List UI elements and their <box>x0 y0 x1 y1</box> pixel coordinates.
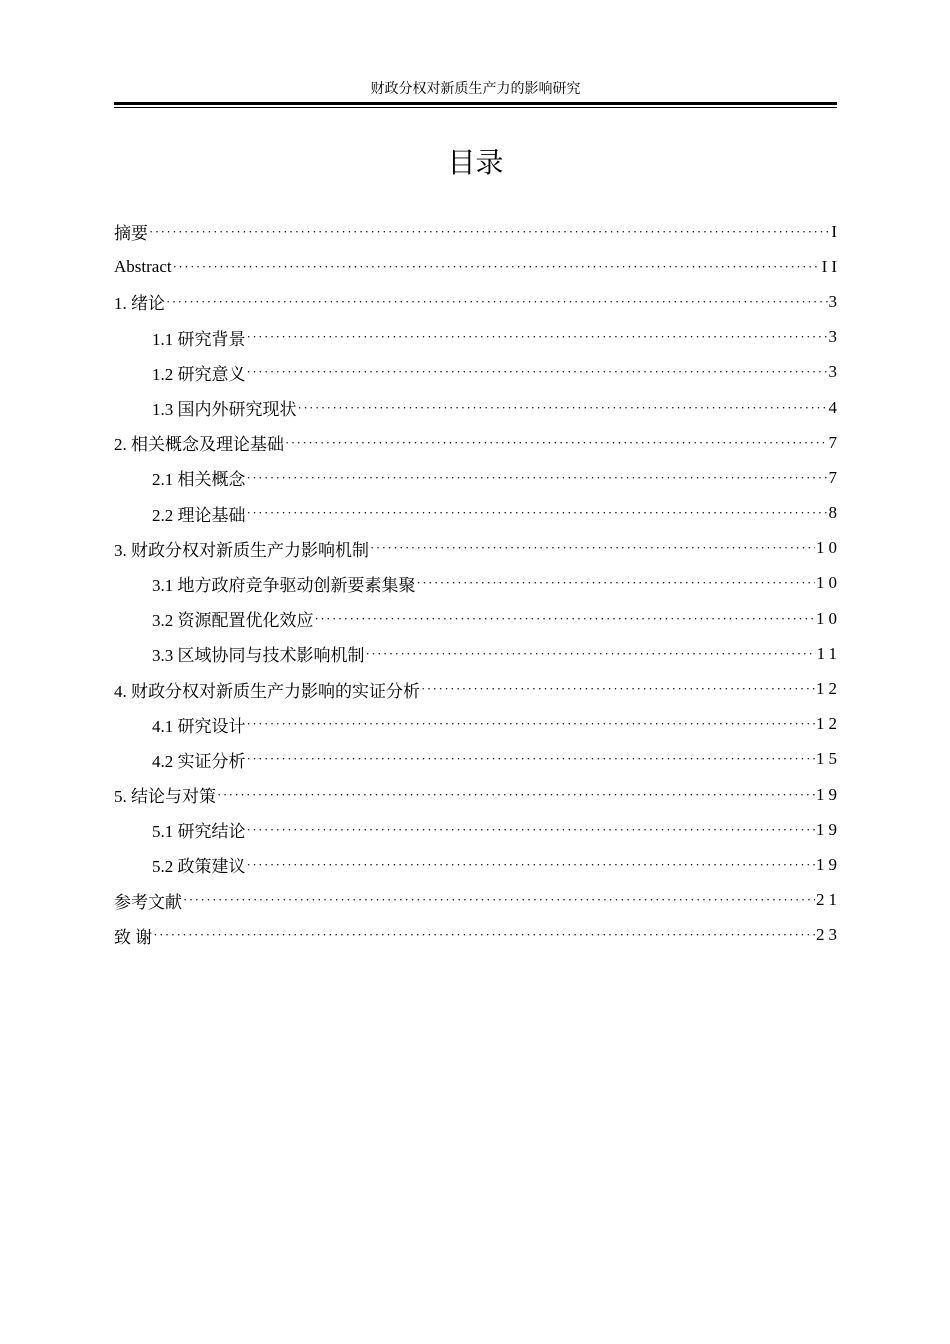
toc-entry-label: 3.1 地方政府竞争驱动创新要素集聚 <box>152 575 416 595</box>
running-header: 财政分权对新质生产力的影响研究 <box>370 82 581 97</box>
toc-leader-dots <box>247 857 816 873</box>
toc-entry[interactable] <box>114 284 841 319</box>
toc-leader-dots <box>285 435 828 451</box>
toc-entry[interactable] <box>114 460 841 495</box>
toc-entry[interactable] <box>114 812 841 847</box>
toc-entry-page: 10 <box>816 608 841 628</box>
toc-entry-label: 3.2 资源配置优化效应 <box>152 611 314 631</box>
toc-entry-label: 4.1 研究设计 <box>152 716 246 736</box>
toc-entry-label: 1.2 研究意义 <box>152 364 246 384</box>
toc-entry-page: 3 <box>828 362 841 382</box>
toc-leader-dots <box>421 681 815 697</box>
toc-entry-label: 3.3 区域协同与技术影响机制 <box>152 646 365 666</box>
toc-entry-page: 8 <box>828 503 841 523</box>
toc-entry-page: I <box>831 221 841 241</box>
toc-entry[interactable] <box>114 249 841 284</box>
toc-entry-page: 3 <box>828 291 841 311</box>
toc-leader-dots <box>247 470 828 486</box>
toc-entry-label: 4.2 实证分析 <box>152 751 246 771</box>
toc-entry[interactable] <box>114 918 841 953</box>
toc-entry-label: 4. 财政分权对新质生产力影响的实证分析 <box>114 681 420 701</box>
toc-entry-page: 7 <box>828 432 841 452</box>
toc-entry-label: 1. 绪论 <box>114 294 165 314</box>
toc-leader-dots <box>247 364 828 380</box>
toc-entry[interactable] <box>114 214 841 249</box>
toc-entry[interactable] <box>114 601 841 636</box>
toc-entry-page: 23 <box>816 925 841 945</box>
toc-entry[interactable] <box>114 390 841 425</box>
toc-entry[interactable] <box>114 671 841 706</box>
toc-entry-page: 12 <box>816 679 841 699</box>
toc-entry-page: 19 <box>816 819 841 839</box>
toc-entry-label: 2.2 理论基础 <box>152 505 246 525</box>
toc-leader-dots <box>247 822 816 838</box>
toc-entry-page: 11 <box>816 643 841 663</box>
toc-entry-label: 5. 结论与对策 <box>114 787 216 807</box>
toc-entry-label: 致 谢 <box>114 927 153 947</box>
toc-entry-label: 参考文献 <box>114 892 182 912</box>
toc-entry[interactable] <box>114 636 841 671</box>
toc-leader-dots <box>173 259 821 275</box>
toc-leader-dots <box>183 892 815 908</box>
toc-leader-dots <box>370 540 815 556</box>
toc-entry-label: 2. 相关概念及理论基础 <box>114 435 284 455</box>
toc-entry-page: 7 <box>828 467 841 487</box>
toc-entry[interactable] <box>114 847 841 882</box>
toc-entry[interactable] <box>114 496 841 531</box>
toc-entry[interactable] <box>114 707 841 742</box>
toc-leader-dots <box>153 927 815 943</box>
toc-entry[interactable] <box>114 425 841 460</box>
toc-entry-label: 5.1 研究结论 <box>152 822 246 842</box>
toc-entry-label: 1.1 研究背景 <box>152 329 246 349</box>
toc-leader-dots <box>247 505 828 521</box>
toc-entry[interactable] <box>114 355 841 390</box>
toc-entry-label: 1.3 国内外研究现状 <box>152 400 297 420</box>
toc-leader-dots <box>247 329 828 345</box>
toc-entry-page: 10 <box>816 538 841 558</box>
toc-entry[interactable] <box>114 883 841 918</box>
toc-entry[interactable] <box>114 531 841 566</box>
header-rule <box>114 102 837 108</box>
toc-entry-page: 12 <box>816 714 841 734</box>
table-of-contents <box>114 214 841 953</box>
toc-title: 目录 <box>447 146 504 179</box>
toc-entry-page: II <box>821 256 841 276</box>
toc-entry[interactable] <box>114 566 841 601</box>
toc-entry-page: 19 <box>816 854 841 874</box>
toc-entry-page: 15 <box>816 749 841 769</box>
toc-entry-page: 10 <box>816 573 841 593</box>
toc-leader-dots <box>315 611 816 627</box>
toc-entry[interactable] <box>114 777 841 812</box>
toc-leader-dots <box>366 646 816 662</box>
toc-entry-page: 3 <box>828 327 841 347</box>
toc-leader-dots <box>166 294 828 310</box>
toc-leader-dots <box>247 716 816 732</box>
toc-leader-dots <box>247 751 816 767</box>
toc-entry-page: 21 <box>816 890 841 910</box>
toc-leader-dots <box>417 575 816 591</box>
toc-entry[interactable] <box>114 320 841 355</box>
toc-entry-label: 2.1 相关概念 <box>152 470 246 490</box>
toc-leader-dots <box>298 400 828 416</box>
toc-leader-dots <box>217 787 815 803</box>
toc-entry-page: 19 <box>816 784 841 804</box>
toc-entry-label: 3. 财政分权对新质生产力影响机制 <box>114 540 369 560</box>
toc-entry-label: 5.2 政策建议 <box>152 857 246 877</box>
toc-leader-dots <box>149 224 830 240</box>
toc-entry-label: 摘要 <box>114 224 148 244</box>
toc-entry[interactable] <box>114 742 841 777</box>
toc-entry-page: 4 <box>828 397 841 417</box>
toc-entry-label: Abstract <box>114 256 172 276</box>
